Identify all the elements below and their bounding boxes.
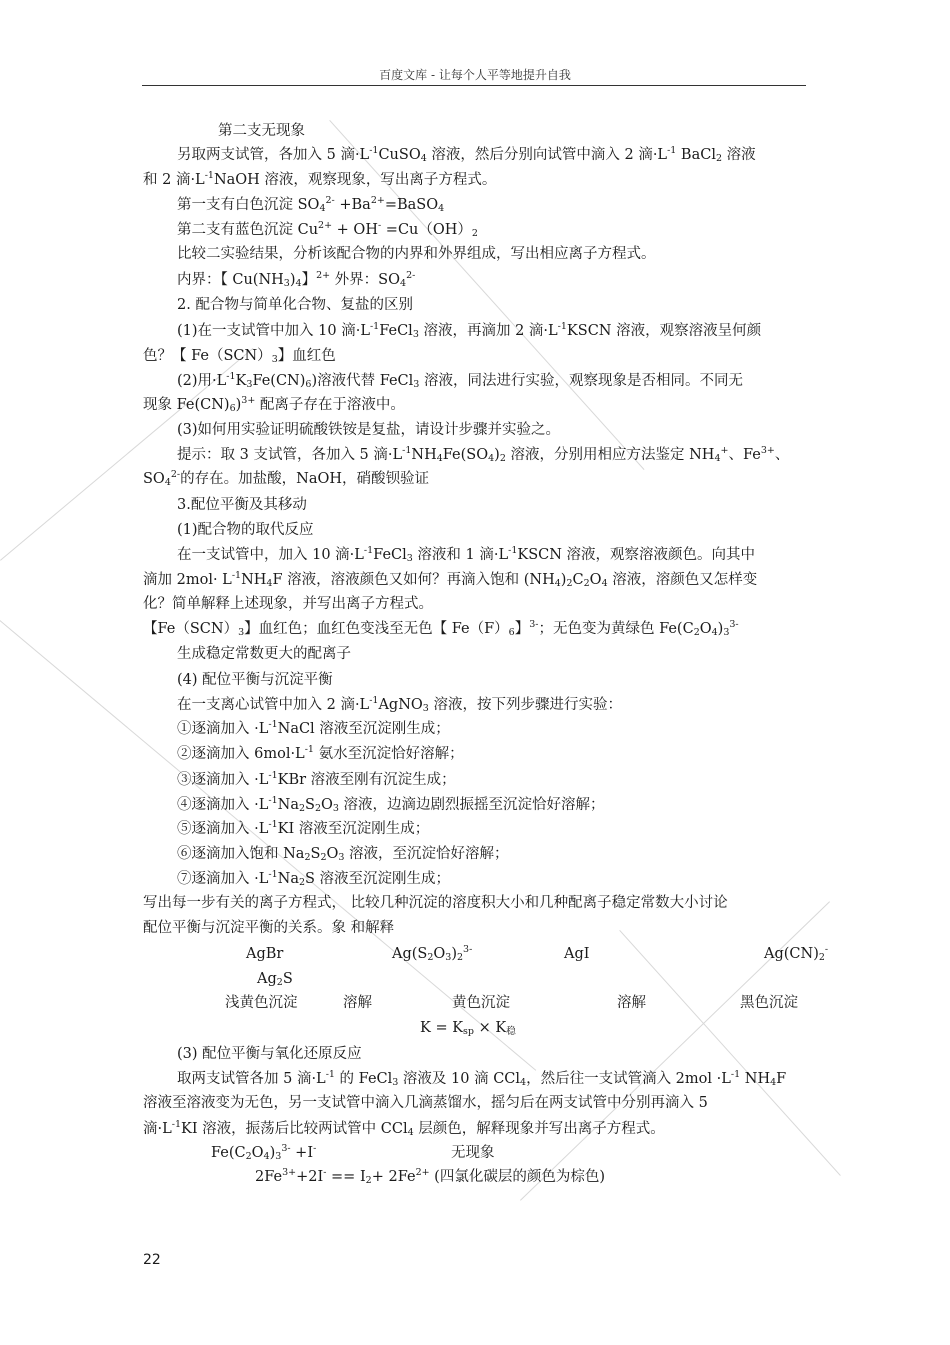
page-number: 22: [143, 1252, 161, 1268]
header-rule: [142, 85, 806, 86]
observation-label: 溶解: [343, 995, 372, 1011]
equation-left: $Fe(C_2O_4)_3^{3-} +I^-$: [211, 1143, 317, 1162]
step-item: ⑦逐滴加入 $\cdot L^{-1}Na_2S$ 溶液至沉淀刚生成；: [177, 869, 451, 888]
chain-species: AgI: [564, 946, 590, 962]
text-line: 在一支试管中，加入 10 滴$\cdot L^{-1}FeCl_3$ 溶液和 1 滴$\cdot L^{-1}KSCN$ 溶液，观察溶液颜色。向其中: [177, 545, 756, 564]
text-line: 现象 $Fe(CN)_6)^{3+}$ 配离子存在于溶液中。: [143, 395, 405, 414]
text-line: 滴加 $2mol\cdot L^{-1}NH_4F$ 溶液，溶液颜色又如何？再滴入饱和 $(NH_4)_2C_2O_4$ 溶液，溶颜色又怎样变: [143, 570, 758, 589]
equilibrium-constant: $K = K_{sp} \times K_稳$: [420, 1020, 516, 1037]
section-heading: 2. 配合物与简单化合物、复盐的区别: [177, 297, 413, 313]
section-heading: (4) 配位平衡与沉淀平衡: [177, 672, 333, 688]
observation-label: 溶解: [617, 995, 646, 1011]
text-line: 滴$\cdot L^{-1}KI$ 溶液，振荡后比较两试管中 CCl$_4$ 层颜色，解释现象并写出离子方程式。: [143, 1119, 665, 1138]
chain-species: $Ag_2S$: [257, 971, 293, 988]
chain-species: $Ag(S_2O_3)_2^{3-}$: [392, 944, 473, 963]
text-line: 化？简单解释上述现象，并写出离子方程式。: [143, 596, 433, 612]
text-line: 【$Fe(SCN)_3$】血红色；血红色变浅至无色【 $Fe(F)_6$】$^{3-}$；无色变为黄绿色 $Fe(C_2O_4)_3^{3-}$: [143, 619, 739, 638]
text-line: (3)如何用实验证明硫酸铁铵是复盐，请设计步骤并实验之。: [177, 422, 561, 438]
step-item: ⑤逐滴加入 $\cdot L^{-1}KI$ 溶液至沉淀刚生成；: [177, 819, 430, 837]
text-line: (2)用$\cdot L^{-1}K_3Fe(CN)_6$)溶液代替 FeCl$_3$ 溶液，同法进行实验，观察现象是否相同。不同无: [177, 371, 743, 390]
step-item: ⑥逐滴加入饱和 $Na_2S_2O_3$ 溶液，至沉淀恰好溶解；: [177, 846, 509, 863]
text-line: 色？【 $Fe(SCN)_3$】血红色: [143, 348, 336, 365]
chain-species: AgBr: [246, 946, 284, 962]
observation-label: 黑色沉淀: [740, 995, 798, 1011]
equation-result: 无现象: [451, 1145, 495, 1161]
redox-equation: $2Fe^{3+}+2I^- == I_2+ 2Fe^{2+}$ (四氯化碳层的颜色为棕色): [255, 1167, 606, 1186]
text-line: (1)配合物的取代反应: [177, 522, 314, 538]
text-line: 取两支试管各加 5 滴$\cdot L^{-1}$ 的 FeCl$_3$ 溶液及 10 滴 CCl$_4$，然后往一支试管滴入 $2mol \cdot L^{-1}$ $NH_4F$: [177, 1069, 787, 1088]
text-line: (1)在一支试管中加入 10 滴$\cdot L^{-1}FeCl_3$ 溶液，再滴加 2 滴$\cdot L^{-1}KSCN$ 溶液，观察溶液呈何颜: [177, 321, 762, 340]
text-line: 第二支有蓝色沉淀 $Cu^{2+} + OH^- =Cu(OH)_2$: [177, 220, 478, 239]
step-item: ②逐滴加入 $6mol\cdot L^{-1}$ 氨水至沉淀恰好溶解；: [177, 744, 464, 762]
text-line: 生成稳定常数更大的配离子: [177, 646, 351, 662]
step-item: ①逐滴加入 $\cdot L^{-1}NaCl$ 溶液至沉淀刚生成；: [177, 719, 450, 737]
observation-label: 黄色沉淀: [452, 995, 510, 1011]
text-line: 另取两支试管，各加入 5 滴$\cdot L^{-1}CuSO_4$ 溶液，然后分别向试管中滴入 2 滴$\cdot L^{-1}$ BaCl$_2$ 溶液: [177, 145, 756, 164]
step-item: ③逐滴加入 $\cdot L^{-1}KBr$ 溶液至刚有沉淀生成；: [177, 770, 456, 788]
observation-label: 浅黄色沉淀: [225, 995, 298, 1011]
text-line: 内界：【 $Cu(NH_3)_4$】$^{2+}$ 外界：$SO_4^{2-}$: [177, 270, 416, 289]
text-line: 提示：取 3 支试管，各加入 5 滴$\cdot L^{-1}NH_4Fe(SO_4)_2$ 溶液，分别用相应方法鉴定 $NH_4^+$、$Fe^{3+}$、: [177, 445, 790, 464]
text-line: 在一支离心试管中加入 2 滴$\cdot L^{-1}AgNO_3$ 溶液，按下列步骤进行实验：: [177, 695, 622, 714]
text-line: 配位平衡与沉淀平衡的关系。象 和解释: [143, 920, 395, 936]
section-heading: (3) 配位平衡与氧化还原反应: [177, 1046, 362, 1062]
watermark-line: [619, 930, 841, 1176]
chain-species: $Ag(CN)_2^-$: [764, 944, 829, 963]
text-line: 和 2 滴$\cdot L^{-1}NaOH$ 溶液，观察现象，写出离子方程式。: [143, 170, 497, 188]
text-line: 溶液至溶液变为无色，另一支试管中滴入几滴蒸馏水，摇匀后在两支试管中分别再滴入 5: [143, 1095, 708, 1111]
text-line: 比较二实验结果，分析该配合物的内界和外界组成，写出相应离子方程式。: [177, 246, 656, 262]
text-line: 第二支无现象: [218, 123, 305, 139]
page-header: 百度文库 - 让每个人平等地提升自我: [379, 68, 571, 82]
text-line: 第一支有白色沉淀 $SO_4^{2-}$ $+Ba^{2+}=BaSO_4$: [177, 195, 445, 214]
section-heading: 3.配位平衡及其移动: [177, 497, 307, 513]
text-line: $SO_4^{2-}$的存在。加盐酸，NaOH，硝酸钡验证: [143, 469, 430, 488]
step-item: ④逐滴加入 $\cdot L^{-1}Na_2S_2O_3$ 溶液，边滴边剧烈振摇至沉淀恰好溶解；: [177, 795, 605, 814]
text-line: 写出每一步有关的离子方程式， 比较几种沉淀的溶度积大小和几种配离子稳定常数大小讨论: [143, 895, 728, 911]
